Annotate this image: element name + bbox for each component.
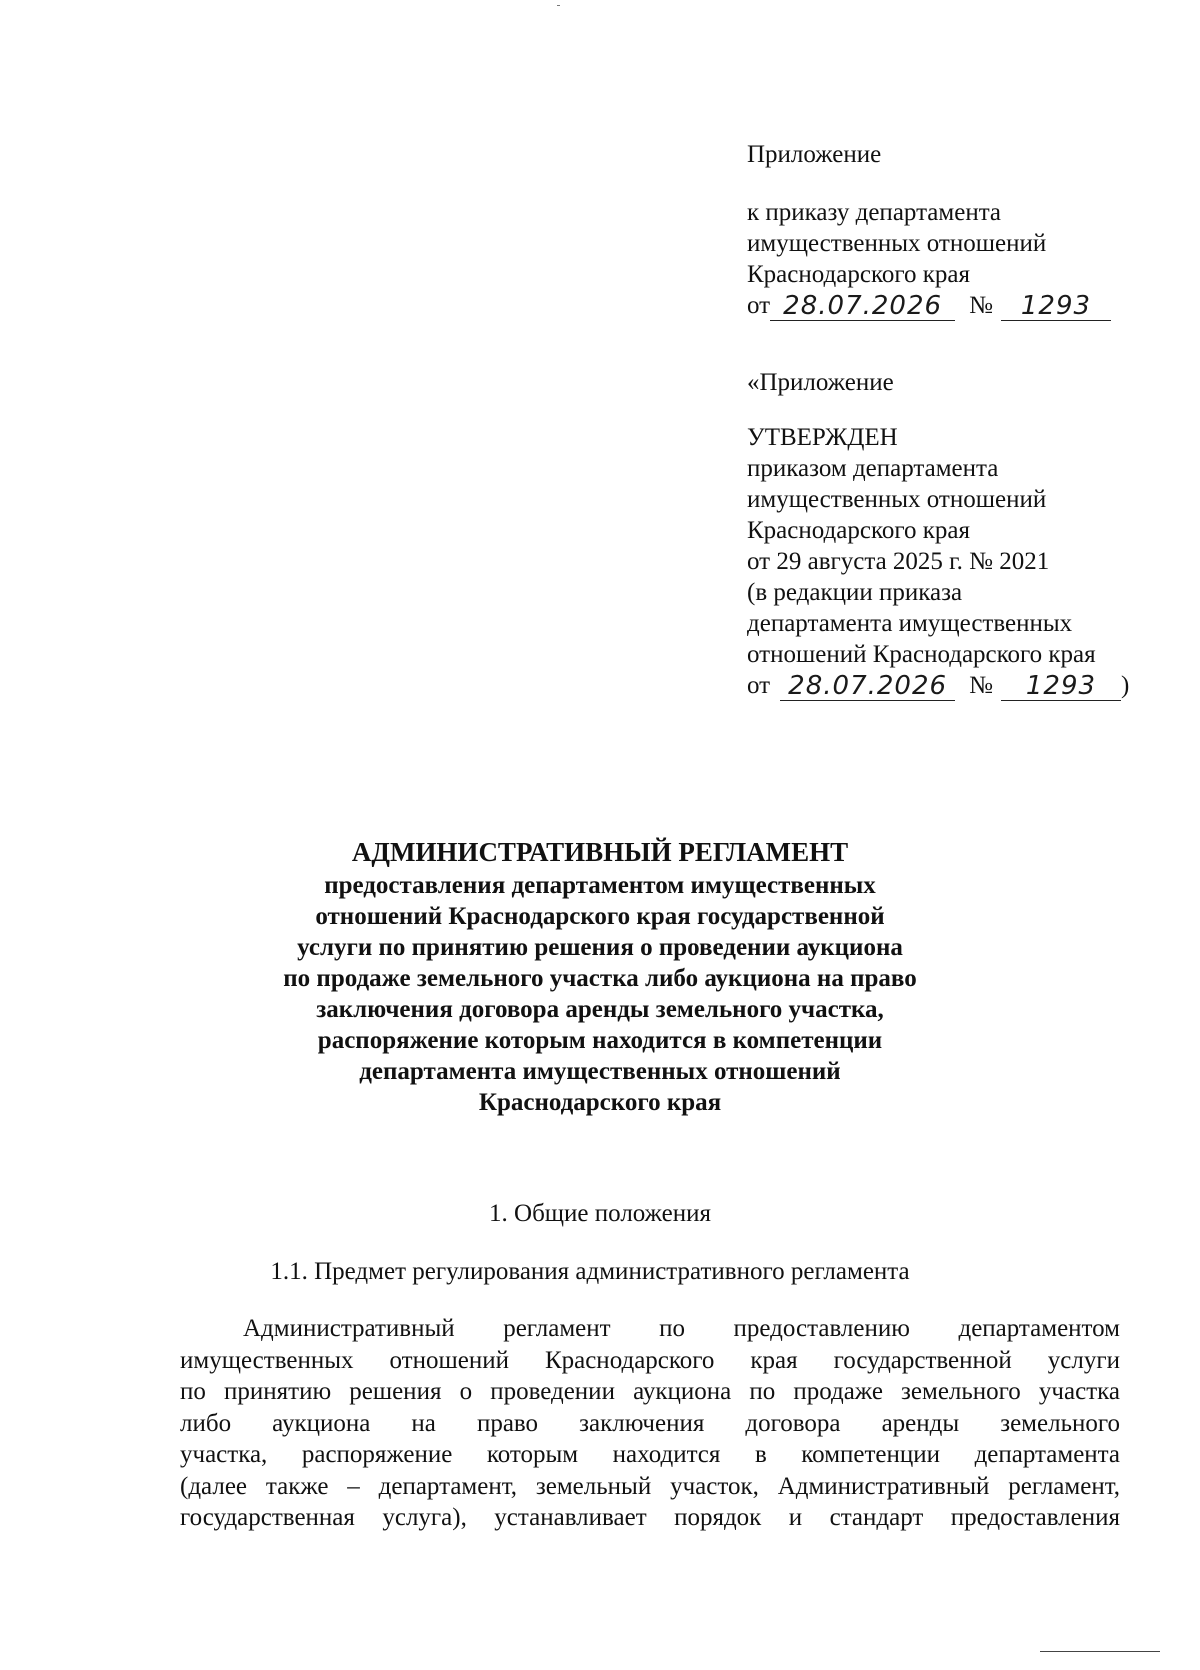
title-subtitle-line: распоряжение которым находится в компетенции xyxy=(317,1027,883,1054)
body-paragraph xyxy=(180,1313,1120,1534)
body-line: Административный регламент по предоставлению департаментом xyxy=(243,1315,1120,1342)
number-sign: № xyxy=(969,292,993,319)
section-heading: 1. Общие положения xyxy=(489,1200,711,1227)
handwritten-date: 28.07.2026 xyxy=(780,672,955,701)
date-prefix: от xyxy=(747,672,771,699)
approved-line: имущественных отношений xyxy=(747,486,1047,513)
approved-appendix-label: «Приложение xyxy=(747,369,894,396)
title-subtitle-line: департамента имущественных отношений xyxy=(359,1058,841,1085)
body-line: имущественных отношений Краснодарского края государственной услуги xyxy=(180,1346,1120,1374)
regulation-title xyxy=(200,837,1000,1118)
approved-line: (в редакции приказа xyxy=(747,579,963,606)
body-line: (далее также – департамент, земельный участок, Административный регламент, xyxy=(180,1472,1120,1500)
body-line: государственная услуга), устанавливает порядок и стандарт предоставления xyxy=(180,1504,1120,1531)
appendix-header xyxy=(747,139,1167,321)
title-subtitle-line: предоставления департаментом имущественных xyxy=(324,872,876,899)
title-main: АДМИНИСТРАТИВНЫЙ РЕГЛАМЕНТ xyxy=(351,837,849,867)
order-line: имущественных отношений xyxy=(747,230,1047,257)
approved-line: отношений Краснодарского края xyxy=(747,641,1096,668)
page-edge-line xyxy=(1040,1651,1160,1652)
approved-line: приказом департамента xyxy=(747,455,999,482)
body-line: участка, распоряжение которым находится в компетенции департамента xyxy=(180,1441,1120,1468)
body-line: по принятию решения о проведении аукциона по продаже земельного участка xyxy=(180,1378,1120,1405)
closing-paren: ) xyxy=(1120,672,1130,699)
scan-artifact xyxy=(557,5,560,6)
approved-line: Краснодарского края xyxy=(747,517,970,544)
approved-line: департамента имущественных xyxy=(747,610,1073,637)
approved-block xyxy=(747,367,1167,701)
number-sign: № xyxy=(969,672,993,699)
subsection-heading: 1.1. Предмет регулирования административного регламента xyxy=(270,1258,910,1285)
title-subtitle-line: услуги по принятию решения о проведении аукциона xyxy=(297,934,903,961)
title-subtitle-line: по продаже земельного участка либо аукциона на право xyxy=(283,965,917,992)
approved-title: УТВЕРЖДЕН xyxy=(747,424,898,451)
handwritten-number: 1293 xyxy=(1001,292,1111,321)
handwritten-date: 28.07.2026 xyxy=(770,292,955,321)
date-prefix: от xyxy=(747,292,771,319)
approved-date-number-line xyxy=(747,670,1167,701)
title-subtitle-line: отношений Краснодарского края государственной xyxy=(315,903,885,930)
approved-line: от 29 августа 2025 г. № 2021 xyxy=(747,548,1050,575)
order-date-number-line xyxy=(747,290,1167,321)
order-line: Краснодарского края xyxy=(747,261,970,288)
handwritten-number: 1293 xyxy=(1001,672,1121,701)
appendix-label: Приложение xyxy=(747,141,882,168)
title-subtitle-line: заключения договора аренды земельного участка, xyxy=(316,996,884,1023)
order-line: к приказу департамента xyxy=(747,199,1002,226)
body-line: либо аукциона на право заключения договора аренды земельного xyxy=(180,1409,1120,1437)
title-subtitle-line: Краснодарского края xyxy=(478,1089,722,1116)
